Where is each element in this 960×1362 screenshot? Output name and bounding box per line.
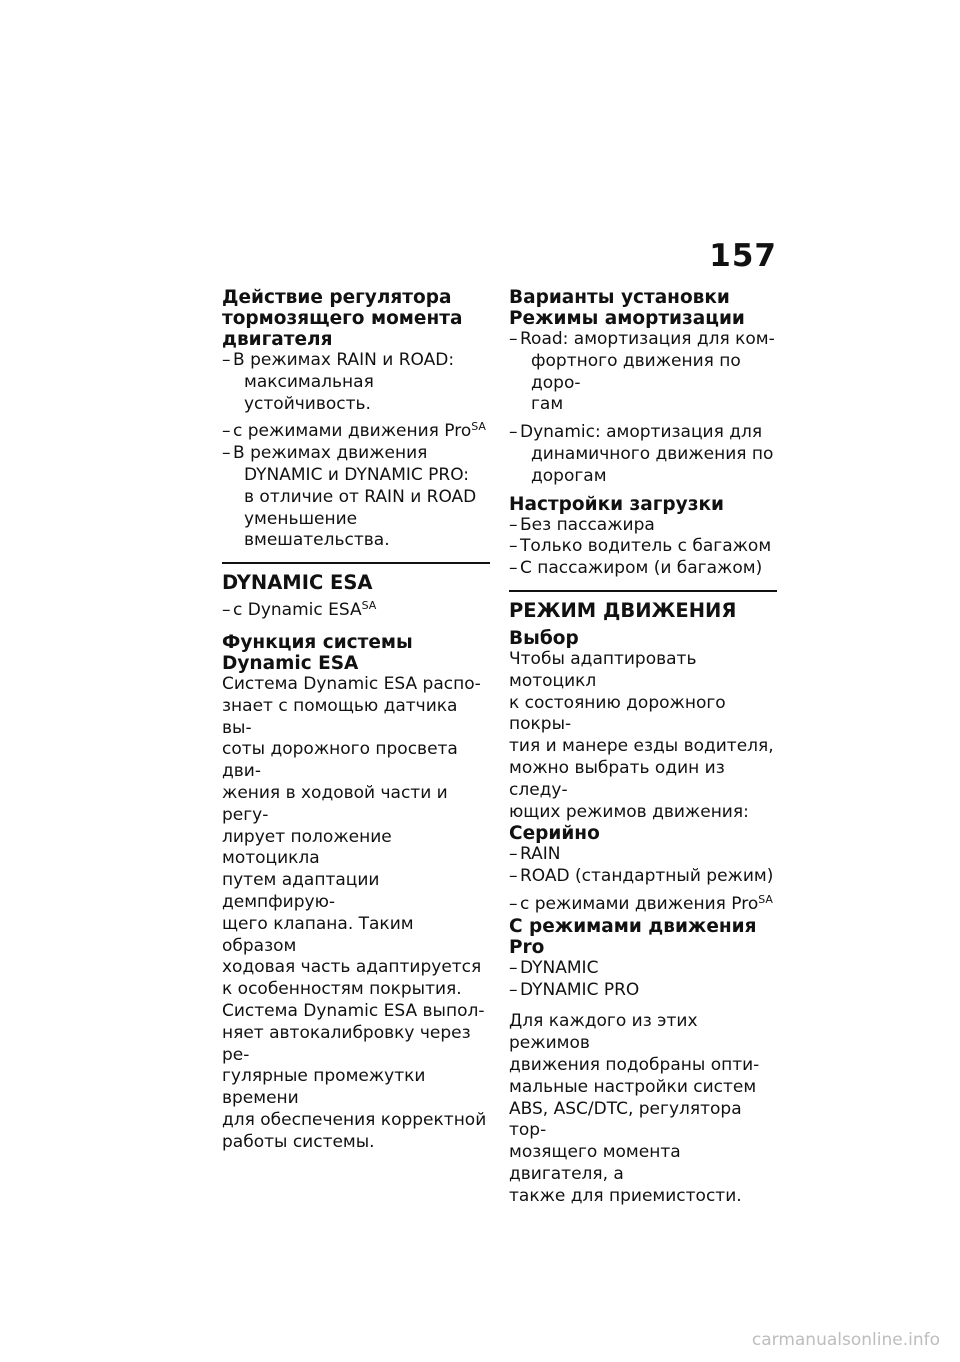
- heading-dynamic-esa: DYNAMIC ESA: [222, 571, 373, 595]
- left-column: [222, 287, 490, 1154]
- heading-pro-modes: С режимами движения Pro: [509, 915, 757, 958]
- sa-superscript: SA: [471, 420, 486, 434]
- paragraph-esa-calibration: Система Dynamic ESA выпол- няет автокалибровку через ре- гулярные промежутки времени для обеспечения корректной работы системы.: [222, 1000, 487, 1152]
- list-item: – В режимах движения DYNAMIC и DYNAMIC PRO: в отличие от RAIN и ROAD уменьшение вмешательства.: [222, 443, 477, 551]
- list-item: – RAIN: [509, 844, 561, 865]
- list-item: – Без пассажира: [509, 514, 655, 535]
- list-item: – ROAD (стандартный режим): [509, 866, 774, 887]
- page-number: 157: [709, 238, 777, 274]
- paragraph-optimal-settings: Для каждого из этих режимов движения подобраны опти- мальные настройки систем ABS, ASC/DTC, регулятора тор- мозящего момента двигателя, а также для приемистости.: [509, 1011, 760, 1206]
- heading-function: Функция системы Dynamic ESA: [222, 631, 413, 674]
- heading-serial: Серийно: [509, 823, 600, 845]
- list-item: – В режимах RAIN и ROAD: максимальная устойчивость.: [222, 350, 455, 414]
- list-item: – с режимами движения Pro$^{SA}$: [222, 420, 486, 442]
- sa-superscript: SA: [758, 892, 773, 906]
- heading-damping-modes: Режимы амортизации: [509, 308, 745, 329]
- right-column: [509, 287, 777, 1208]
- list-item: – DYNAMIC PRO: [509, 979, 640, 1000]
- heading-riding-mode: РЕЖИМ ДВИЖЕНИЯ: [509, 598, 737, 622]
- watermark-url: carmanualsonline.info: [751, 1330, 940, 1350]
- section-divider: [509, 590, 777, 592]
- heading-load-settings: Настройки загрузки: [509, 493, 724, 515]
- heading-selection: Выбор: [509, 627, 579, 649]
- list-item: – С пассажиром (и багажом): [509, 558, 763, 579]
- list-item: – Dynamic: амортизация для динамичного движения по дорогам: [509, 422, 774, 486]
- heading-variants: Варианты установки: [509, 287, 730, 308]
- paragraph-esa-description: Система Dynamic ESA распо- знает с помощью датчика вы- соты дорожного просвета дви- жения в ходовой части и регу- лирует положение мотоцикла путем адаптации демпфирую- щего клапана. Таким образом ходовая часть адаптируется к особенностям покрытия.: [222, 673, 482, 1000]
- list-item: – с Dynamic $ESA^{SA}$: [222, 599, 377, 621]
- sa-superscript: SA: [361, 599, 377, 613]
- list-item: – Road: амортизация для ком- фортного движения по доро- гам: [509, 329, 775, 415]
- list-item: – DYNAMIC: [509, 957, 599, 978]
- list-item: – с режимами движения Pro$^{SA}$: [509, 892, 773, 914]
- heading-regulator: Действие регулятора тормозящего момента двигателя: [222, 287, 463, 350]
- list-item: – Только водитель с багажом: [509, 536, 772, 557]
- section-divider: [222, 562, 490, 564]
- paragraph-selection: Чтобы адаптировать мотоцикл к состоянию дорожного покры- тия и манере езды водителя, можно выбрать один из следу- ющих режимов движения:: [509, 648, 774, 822]
